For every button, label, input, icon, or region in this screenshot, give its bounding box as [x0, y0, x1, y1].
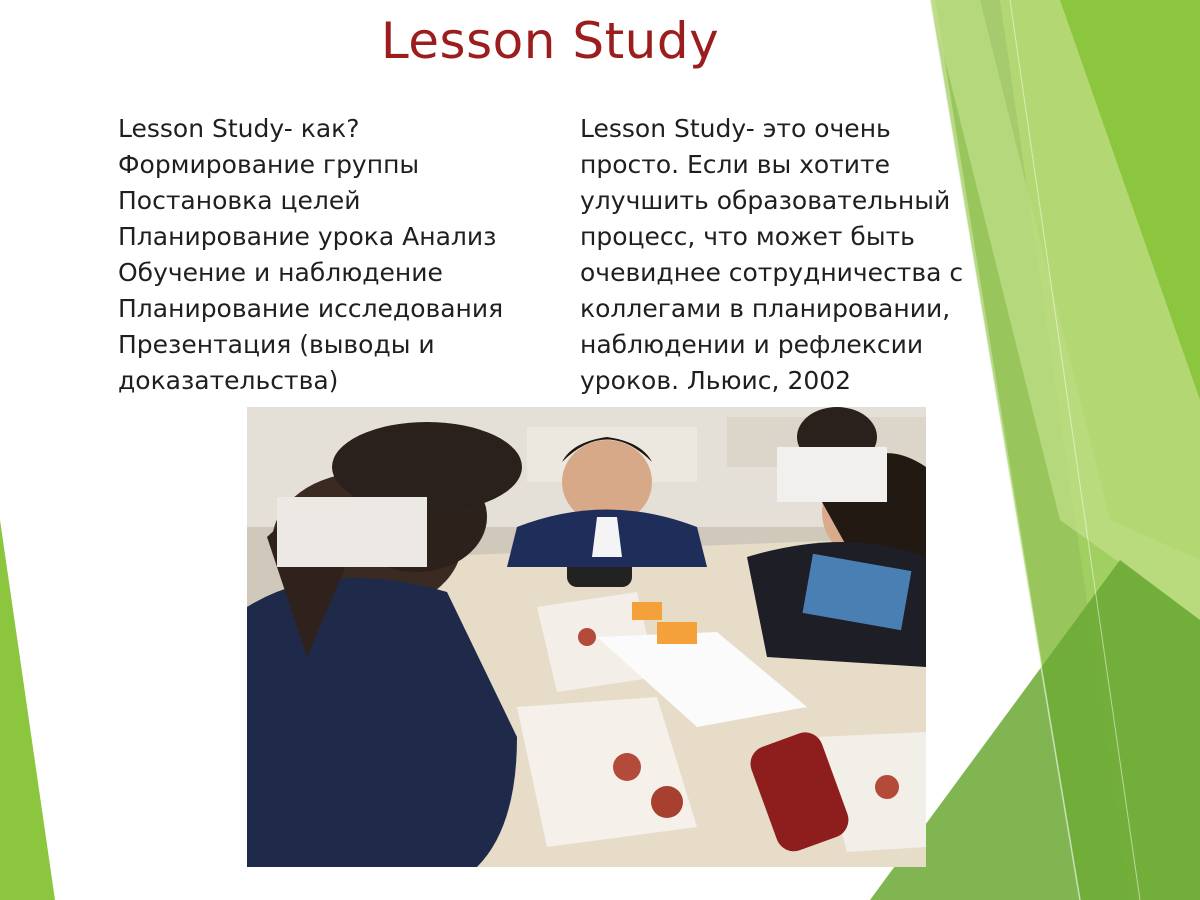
right-text-column: [580, 111, 1000, 399]
left-line: Формирование группы: [118, 150, 420, 179]
right-line: наблюдении и рефлексии: [580, 330, 924, 359]
left-text-column: [118, 111, 558, 399]
right-line: коллегами в планировании,: [580, 294, 951, 323]
left-line: Планирование исследования: [118, 294, 504, 323]
left-line: Презентация (выводы и: [118, 330, 435, 359]
left-line: Постановка целей: [118, 186, 361, 215]
classroom-photo: [247, 407, 926, 867]
slide-title: Lesson Study: [380, 12, 720, 70]
right-line: уроков. Льюис, 2002: [580, 366, 852, 395]
left-line: доказательства): [118, 366, 339, 395]
right-line: просто. Если вы хотите: [580, 150, 890, 179]
green-facet-left: [0, 520, 55, 900]
right-line: Lesson Study- это очень: [580, 114, 891, 143]
right-line: процесс, что может быть: [580, 222, 915, 251]
left-line: Планирование урока Анализ: [118, 222, 497, 251]
right-line: очевиднее сотрудничества с: [580, 258, 964, 287]
left-line: Lesson Study- как?: [118, 114, 360, 143]
left-line: Обучение и наблюдение: [118, 258, 443, 287]
right-line: улучшить образовательный: [580, 186, 951, 215]
